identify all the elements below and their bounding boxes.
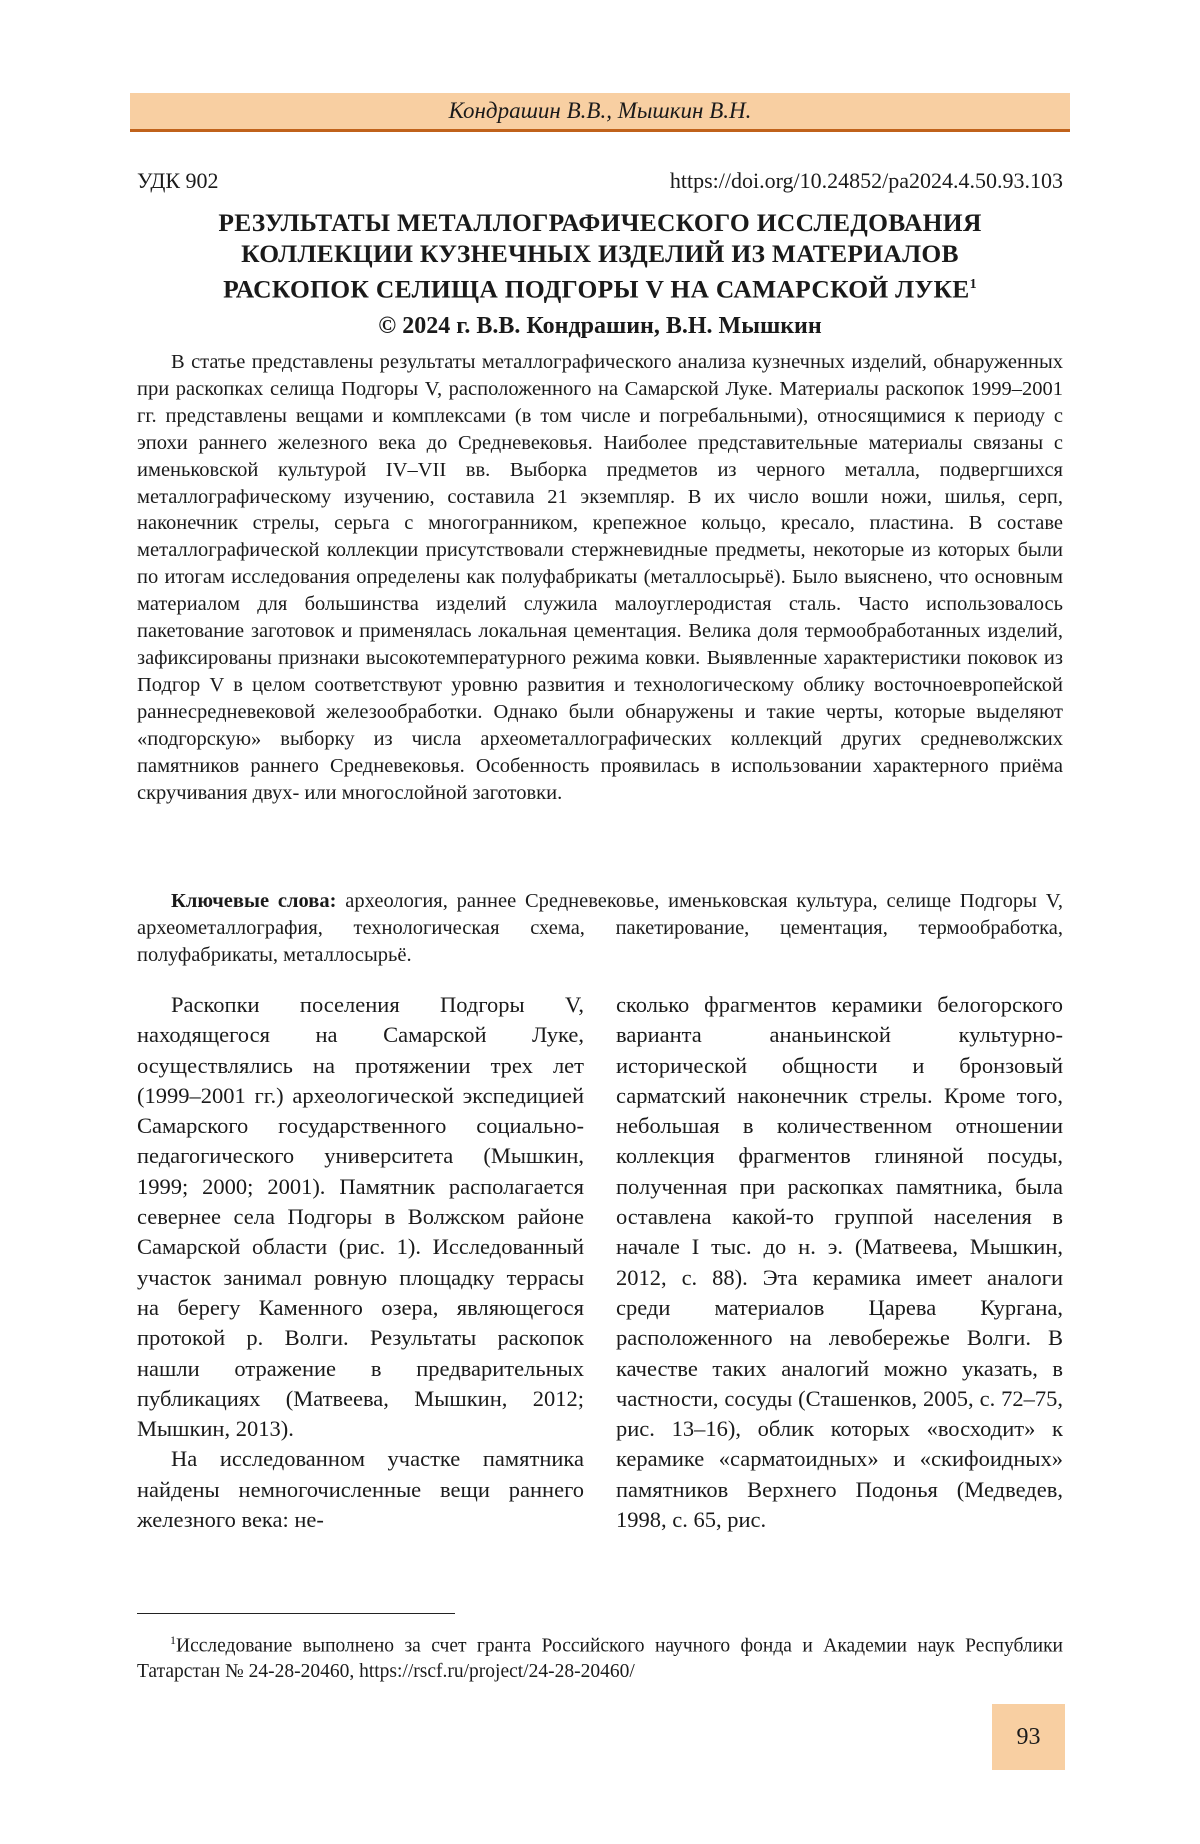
title-line-text: РАСКОПОК СЕЛИЩА ПОДГОРЫ V НА САМАРСКОЙ ЛУКЕ	[223, 275, 970, 304]
title-line: КОЛЛЕКЦИИ КУЗНЕЧНЫХ ИЗДЕЛИЙ ИЗ МАТЕРИАЛОВ	[137, 238, 1063, 269]
article-title	[137, 207, 1063, 305]
footnote-text: Исследование выполнено за счет гранта Российского научного фонда и Академии наук Республики Татарстан № 24-28-20460, https://rscf.ru/project/24-28-20460/	[137, 1636, 1063, 1683]
keywords-text: археология, раннее Средневековье, именьковская культура, селище Подгоры V, археометаллография, технологическая схема, пакетирование, цементация, термообработка, полуфабрикаты, металлосырьё.	[137, 890, 1063, 966]
title-footnote-mark: 1	[970, 277, 977, 292]
abstract: В статье представлены результаты металлографического анализа кузнечных изделий, обнаруженных при раскопках селища Подгоры V, расположенного на Самарской Луке. Материалы раскопок 1999–2001 гг. представлены вещами и комплексами (в том числе и погребальными), относящимися к периоду с эпохи раннего железного века до Средневековья. Наиболее представительные материалы связаны с именьковской культурой IV–VII вв. Выборка предметов из черного металла, подвергшихся металлографическому изучению, составила 21 экземпляр. В их число вошли ножи, шилья, серп, наконечник стрелы, серьга с многогранником, крепежное кольцо, кресало, пластина. В составе металлографической коллекции присутствовали стержневидные предметы, некоторые из которых были по итогам исследования определены как полуфабрикаты (металлосырьё). Было выяснено, что основным материалом для большинства изделий служила малоуглеродистая сталь. Часто использовалось пакетование заготовок и применялась локальная цементация. Велика доля термообработанных изделий, зафиксированы признаки высокотемпературного режима ковки. Выявленные характеристики поковок из Подгор V в целом соответствуют уровню развития и технологическому облику восточноевропейской раннесредневековой железообработки. Однако были обнаружены и такие черты, которые выделяют «подгорскую» выборку из числа археометаллографических коллекций других средневолжских памятников раннего Средневековья. Особенность проявилась в использовании характерного приёма скручивания двух- или многослойной заготовки.	[137, 349, 1063, 806]
authors-line: © 2024 г. В.В. Кондрашин, В.Н. Мышкин	[137, 313, 1063, 340]
body-paragraph: Раскопки поселения Подгоры V, находящегося на Самарской Луке, осуществлялись на протяжении трех лет (1999–2001 гг.) археологической экспедицией Самарского государственного социально-педагогического университета (Мышкин, 1999; 2000; 2001). Памятник располагается севернее села Подгоры в Волжском районе Самарской области (рис. 1). Исследованный участок занимал ровную площадку террасы на берегу Каменного озера, являющегося протокой р. Волги. Результаты раскопок нашли отражение в предварительных публикациях (Матвеева, Мышкин, 2012; Мышкин, 2013).	[137, 990, 584, 1444]
udc-code: УДК 902	[137, 168, 219, 193]
keywords	[137, 888, 1063, 969]
footnote	[137, 1628, 1063, 1685]
title-line	[137, 269, 1063, 305]
keywords-label: Ключевые слова:	[171, 890, 336, 912]
body-paragraph: сколько фрагментов керамики белогорского варианта ананьинской культурно-исторической общности и бронзовый сарматский наконечник стрелы. Кроме того, небольшая в количественном отношении коллекция фрагментов глиняной посуды, полученная при раскопках памятника, была оставлена какой-то группой населения в начале I тыс. до н. э. (Матвеева, Мышкин, 2012, с. 88). Эта керамика имеет аналоги среди материалов Царева Кургана, расположенного на левобережье Волги. В качестве таких аналогий можно указать, в частности, сосуды (Сташенков, 2005, с. 72–75, рис. 13–16), облик которых «восходит» к керамике «сарматоидных» и «скифоидных» памятников Верхнего Подонья (Медведев, 1998, с. 65, рис.	[616, 990, 1063, 1535]
body-column-left	[137, 990, 584, 1535]
page-number: 93	[992, 1704, 1065, 1770]
body-paragraph: На исследованном участке памятника найдены немногочисленные вещи раннего железного века: не-	[137, 1444, 584, 1535]
running-header: Кондрашин В.В., Мышкин В.Н.	[130, 93, 1070, 132]
title-line: РЕЗУЛЬТАТЫ МЕТАЛЛОГРАФИЧЕСКОГО ИССЛЕДОВАНИЯ	[137, 207, 1063, 238]
meta-row	[137, 168, 1063, 194]
footnote-mark: 1	[170, 1633, 176, 1647]
doi-link[interactable]: https://doi.org/10.24852/pa2024.4.50.93.103	[670, 168, 1063, 194]
footnote-divider	[137, 1613, 455, 1614]
body-column-right	[616, 990, 1063, 1535]
